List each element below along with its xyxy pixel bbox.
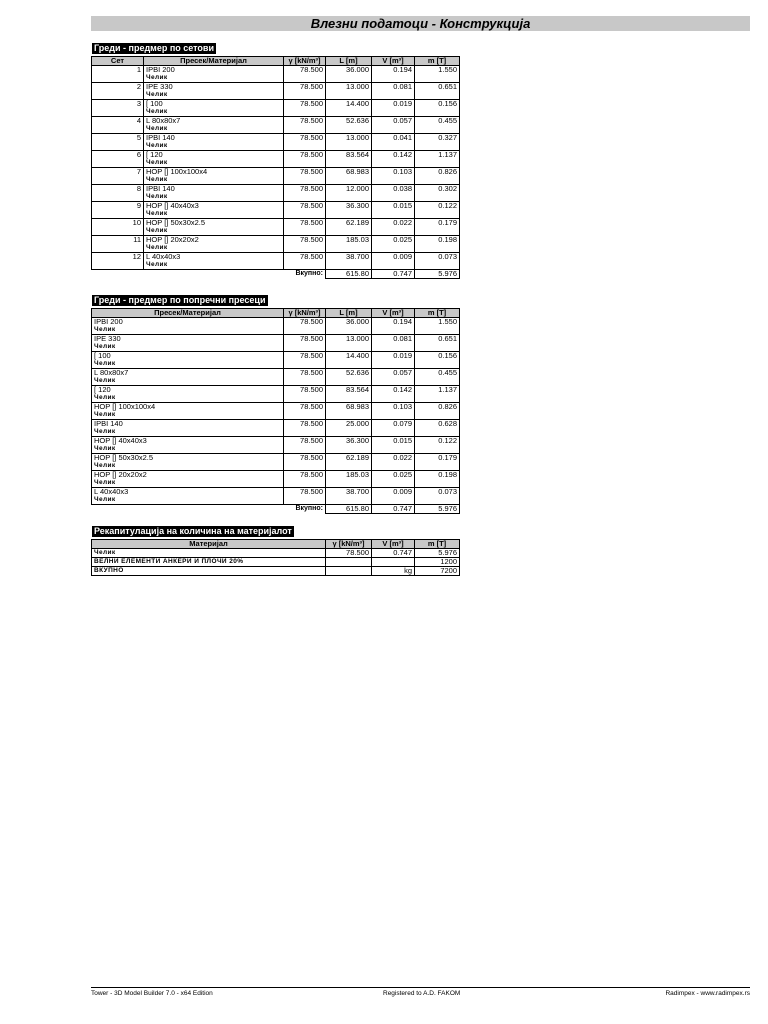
table-row xyxy=(92,437,460,446)
m-cell: 1.137 xyxy=(415,386,460,403)
l-cell: 52.636 xyxy=(326,117,372,134)
gamma-cell: 78.500 xyxy=(284,236,326,253)
set-number-cell: 10 xyxy=(92,219,144,236)
table-header-row xyxy=(92,57,460,66)
v-cell: 0.019 xyxy=(372,352,415,369)
gamma-cell: 78.500 xyxy=(284,318,326,335)
v-cell: 0.081 xyxy=(372,335,415,352)
set-number-cell: 5 xyxy=(92,134,144,151)
m-cell: 0.302 xyxy=(415,185,460,202)
m-cell: 1.137 xyxy=(415,151,460,168)
section-material-recap xyxy=(91,521,460,576)
material-cell: Челик xyxy=(144,176,284,185)
table-row xyxy=(92,134,460,143)
m-cell: 0.628 xyxy=(415,420,460,437)
recap-v-cell: kg xyxy=(372,567,415,576)
material-cell: Челик xyxy=(144,91,284,100)
cross-section-cell: [ 120 xyxy=(92,386,284,395)
l-cell: 52.636 xyxy=(326,369,372,386)
v-cell: 0.194 xyxy=(372,318,415,335)
m-cell: 0.198 xyxy=(415,236,460,253)
gamma-cell: 78.500 xyxy=(284,66,326,83)
section-beams-by-sets xyxy=(91,38,460,279)
column-header: Сет xyxy=(92,57,144,66)
cross-section-cell: HOP [] 20x20x2 xyxy=(92,471,284,480)
v-cell: 0.019 xyxy=(372,100,415,117)
l-cell: 185.03 xyxy=(326,236,372,253)
page-title: Влезни податоци - Конструкција xyxy=(91,16,750,31)
total-label: Вкупно: xyxy=(295,270,323,278)
cross-section-cell: HOP [] 20x20x2 xyxy=(144,236,284,245)
beams-by-sets-table xyxy=(91,56,460,279)
section-title: Рекапитулација на количина на материјалот xyxy=(94,526,292,536)
recap-gamma-cell xyxy=(326,567,372,576)
cross-section-cell: IPBI 200 xyxy=(144,66,284,75)
column-header: Пресек/Материјал xyxy=(92,309,284,318)
table-row xyxy=(92,420,460,429)
m-cell: 0.651 xyxy=(415,83,460,100)
material-cell: Челик xyxy=(92,360,284,369)
footer-software: Tower - 3D Model Builder 7.0 - x64 Edition xyxy=(91,990,213,997)
m-cell: 0.198 xyxy=(415,471,460,488)
m-cell: 0.826 xyxy=(415,403,460,420)
m-cell: 0.651 xyxy=(415,335,460,352)
material-cell: Челик xyxy=(92,496,284,505)
recap-material-cell: Челик xyxy=(92,549,326,558)
column-header: m [T] xyxy=(415,57,460,66)
table-row xyxy=(92,219,460,228)
gamma-cell: 78.500 xyxy=(284,437,326,454)
m-cell: 0.179 xyxy=(415,219,460,236)
m-cell: 0.122 xyxy=(415,202,460,219)
cross-section-cell: IPBI 200 xyxy=(92,318,284,327)
recap-material-cell: ВКУПНО xyxy=(92,567,326,576)
column-header: L [m] xyxy=(326,309,372,318)
l-cell: 185.03 xyxy=(326,471,372,488)
table-row xyxy=(92,403,460,412)
column-header: V [m³] xyxy=(372,57,415,66)
material-cell: Челик xyxy=(92,377,284,386)
cross-section-cell: L 40x40x3 xyxy=(92,488,284,497)
total-m-cell: 5.976 xyxy=(415,505,460,514)
table-row xyxy=(92,318,460,327)
gamma-cell: 78.500 xyxy=(284,352,326,369)
table-row xyxy=(92,151,460,160)
v-cell: 0.009 xyxy=(372,488,415,505)
m-cell: 0.156 xyxy=(415,100,460,117)
cross-section-cell: IPBI 140 xyxy=(92,420,284,429)
cross-section-cell: HOP [] 50x30x2.5 xyxy=(92,454,284,463)
v-cell: 0.194 xyxy=(372,66,415,83)
gamma-cell: 78.500 xyxy=(284,253,326,270)
gamma-cell: 78.500 xyxy=(284,83,326,100)
v-cell: 0.103 xyxy=(372,403,415,420)
l-cell: 13.000 xyxy=(326,134,372,151)
material-cell: Челик xyxy=(144,227,284,236)
material-cell: Челик xyxy=(92,445,284,454)
material-cell: Челик xyxy=(144,142,284,151)
l-cell: 25.000 xyxy=(326,420,372,437)
m-cell: 1.550 xyxy=(415,66,460,83)
l-cell: 12.000 xyxy=(326,185,372,202)
recap-material-cell: ВЕЛНИ ЕЛЕМЕНТИ АНКЕРИ И ПЛОЧИ 20% xyxy=(92,558,326,567)
l-cell: 13.000 xyxy=(326,83,372,100)
footer-registration: Registered to A.D. FAKOM xyxy=(383,990,461,997)
table-header-row xyxy=(92,309,460,318)
material-cell: Челик xyxy=(92,326,284,335)
l-cell: 68.983 xyxy=(326,403,372,420)
column-header: V [m³] xyxy=(372,309,415,318)
total-row xyxy=(92,270,460,279)
v-cell: 0.142 xyxy=(372,386,415,403)
table-row xyxy=(92,83,460,92)
column-header: γ [kN/m³] xyxy=(284,57,326,66)
material-cell: Челик xyxy=(92,462,284,471)
m-cell: 0.327 xyxy=(415,134,460,151)
v-cell: 0.142 xyxy=(372,151,415,168)
set-number-cell: 12 xyxy=(92,253,144,270)
set-number-cell: 1 xyxy=(92,66,144,83)
recap-v-cell: 0.747 xyxy=(372,549,415,558)
cross-section-cell: HOP [] 50x30x2.5 xyxy=(144,219,284,228)
v-cell: 0.038 xyxy=(372,185,415,202)
recap-m-cell: 5.976 xyxy=(415,549,460,558)
l-cell: 36.000 xyxy=(326,318,372,335)
l-cell: 62.189 xyxy=(326,454,372,471)
gamma-cell: 78.500 xyxy=(284,420,326,437)
cross-section-cell: L 40x40x3 xyxy=(144,253,284,262)
m-cell: 0.122 xyxy=(415,437,460,454)
table-row xyxy=(92,185,460,194)
table-header-row xyxy=(92,540,460,549)
set-number-cell: 8 xyxy=(92,185,144,202)
column-header: Пресек/Материјал xyxy=(144,57,284,66)
material-cell: Челик xyxy=(92,343,284,352)
v-cell: 0.015 xyxy=(372,202,415,219)
column-header: L [m] xyxy=(326,57,372,66)
gamma-cell: 78.500 xyxy=(284,403,326,420)
m-cell: 1.550 xyxy=(415,318,460,335)
v-cell: 0.009 xyxy=(372,253,415,270)
l-cell: 38.700 xyxy=(326,253,372,270)
set-number-cell: 2 xyxy=(92,83,144,100)
cross-section-cell: [ 100 xyxy=(92,352,284,361)
cross-section-cell: HOP [] 40x40x3 xyxy=(144,202,284,211)
recap-row xyxy=(92,558,460,567)
column-header: m [T] xyxy=(415,540,460,549)
l-cell: 62.189 xyxy=(326,219,372,236)
m-cell: 0.156 xyxy=(415,352,460,369)
recap-m-cell: 7200 xyxy=(415,567,460,576)
m-cell: 0.179 xyxy=(415,454,460,471)
v-cell: 0.015 xyxy=(372,437,415,454)
table-row xyxy=(92,202,460,211)
table-row xyxy=(92,117,460,126)
l-cell: 83.564 xyxy=(326,386,372,403)
v-cell: 0.025 xyxy=(372,471,415,488)
table-row xyxy=(92,168,460,177)
cross-section-cell: L 80x80x7 xyxy=(144,117,284,126)
v-cell: 0.022 xyxy=(372,454,415,471)
column-header: γ [kN/m³] xyxy=(284,309,326,318)
l-cell: 68.983 xyxy=(326,168,372,185)
gamma-cell: 78.500 xyxy=(284,185,326,202)
column-header: V [m³] xyxy=(372,540,415,549)
l-cell: 83.564 xyxy=(326,151,372,168)
gamma-cell: 78.500 xyxy=(284,386,326,403)
l-cell: 13.000 xyxy=(326,335,372,352)
l-cell: 36.000 xyxy=(326,66,372,83)
table-row xyxy=(92,335,460,344)
material-cell: Челик xyxy=(144,193,284,202)
l-cell: 14.400 xyxy=(326,352,372,369)
material-cell: Челик xyxy=(92,411,284,420)
gamma-cell: 78.500 xyxy=(284,168,326,185)
set-number-cell: 9 xyxy=(92,202,144,219)
cross-section-cell: IPBI 140 xyxy=(144,134,284,143)
total-label: Вкупно: xyxy=(295,505,323,513)
gamma-cell: 78.500 xyxy=(284,488,326,505)
v-cell: 0.057 xyxy=(372,369,415,386)
v-cell: 0.103 xyxy=(372,168,415,185)
gamma-cell: 78.500 xyxy=(284,219,326,236)
v-cell: 0.041 xyxy=(372,134,415,151)
table-row xyxy=(92,471,460,480)
gamma-cell: 78.500 xyxy=(284,471,326,488)
cross-section-cell: HOP [] 100x100x4 xyxy=(92,403,284,412)
cross-section-cell: [ 120 xyxy=(144,151,284,160)
l-cell: 36.300 xyxy=(326,202,372,219)
table-row xyxy=(92,488,460,497)
material-cell: Челик xyxy=(92,428,284,437)
cross-section-cell: [ 100 xyxy=(144,100,284,109)
cross-section-cell: IPBI 140 xyxy=(144,185,284,194)
column-header: Материјал xyxy=(92,540,326,549)
table-row xyxy=(92,454,460,463)
page-footer xyxy=(91,987,750,998)
m-cell: 0.455 xyxy=(415,369,460,386)
set-number-cell: 4 xyxy=(92,117,144,134)
gamma-cell: 78.500 xyxy=(284,151,326,168)
cross-section-cell: HOP [] 40x40x3 xyxy=(92,437,284,446)
table-row xyxy=(92,386,460,395)
recap-row xyxy=(92,549,460,558)
column-header: m [T] xyxy=(415,309,460,318)
cross-section-cell: IPE 330 xyxy=(92,335,284,344)
recap-row xyxy=(92,567,460,576)
material-cell: Челик xyxy=(144,74,284,83)
footer-vendor: Radimpex - www.radimpex.rs xyxy=(665,990,750,997)
material-cell: Челик xyxy=(144,261,284,270)
gamma-cell: 78.500 xyxy=(284,335,326,352)
gamma-cell: 78.500 xyxy=(284,369,326,386)
m-cell: 0.826 xyxy=(415,168,460,185)
gamma-cell: 78.500 xyxy=(284,117,326,134)
table-row xyxy=(92,352,460,361)
set-number-cell: 6 xyxy=(92,151,144,168)
m-cell: 0.455 xyxy=(415,117,460,134)
cross-section-cell: IPE 330 xyxy=(144,83,284,92)
l-cell: 36.300 xyxy=(326,437,372,454)
column-header: γ [kN/m³] xyxy=(326,540,372,549)
section-title: Греди - предмер по сетови xyxy=(94,43,214,53)
gamma-cell: 78.500 xyxy=(284,454,326,471)
material-cell: Челик xyxy=(144,108,284,117)
total-m-cell: 5.976 xyxy=(415,270,460,279)
table-row xyxy=(92,369,460,378)
table-row xyxy=(92,253,460,262)
material-cell: Челик xyxy=(144,159,284,168)
m-cell: 0.073 xyxy=(415,253,460,270)
material-cell: Челик xyxy=(144,244,284,253)
table-row xyxy=(92,66,460,75)
material-cell: Челик xyxy=(92,394,284,403)
total-v-cell: 0.747 xyxy=(372,505,415,514)
total-row xyxy=(92,505,460,514)
table-row xyxy=(92,236,460,245)
recap-gamma-cell xyxy=(326,558,372,567)
material-cell: Челик xyxy=(144,210,284,219)
l-cell: 38.700 xyxy=(326,488,372,505)
set-number-cell: 3 xyxy=(92,100,144,117)
total-l-cell: 615.80 xyxy=(326,505,372,514)
set-number-cell: 7 xyxy=(92,168,144,185)
v-cell: 0.025 xyxy=(372,236,415,253)
v-cell: 0.079 xyxy=(372,420,415,437)
material-cell: Челик xyxy=(144,125,284,134)
total-l-cell: 615.80 xyxy=(326,270,372,279)
total-v-cell: 0.747 xyxy=(372,270,415,279)
material-recap-table xyxy=(91,539,460,576)
beams-by-cross-sections-table xyxy=(91,308,460,514)
v-cell: 0.081 xyxy=(372,83,415,100)
gamma-cell: 78.500 xyxy=(284,134,326,151)
recap-v-cell xyxy=(372,558,415,567)
material-cell: Челик xyxy=(92,479,284,488)
m-cell: 0.073 xyxy=(415,488,460,505)
v-cell: 0.022 xyxy=(372,219,415,236)
cross-section-cell: L 80x80x7 xyxy=(92,369,284,378)
table-row xyxy=(92,100,460,109)
section-title: Греди - предмер по попречни пресеци xyxy=(94,295,266,305)
recap-m-cell: 1200 xyxy=(415,558,460,567)
recap-gamma-cell: 78.500 xyxy=(326,549,372,558)
section-beams-by-cross-sections xyxy=(91,290,460,514)
cross-section-cell: HOP [] 100x100x4 xyxy=(144,168,284,177)
set-number-cell: 11 xyxy=(92,236,144,253)
v-cell: 0.057 xyxy=(372,117,415,134)
gamma-cell: 78.500 xyxy=(284,202,326,219)
l-cell: 14.400 xyxy=(326,100,372,117)
gamma-cell: 78.500 xyxy=(284,100,326,117)
